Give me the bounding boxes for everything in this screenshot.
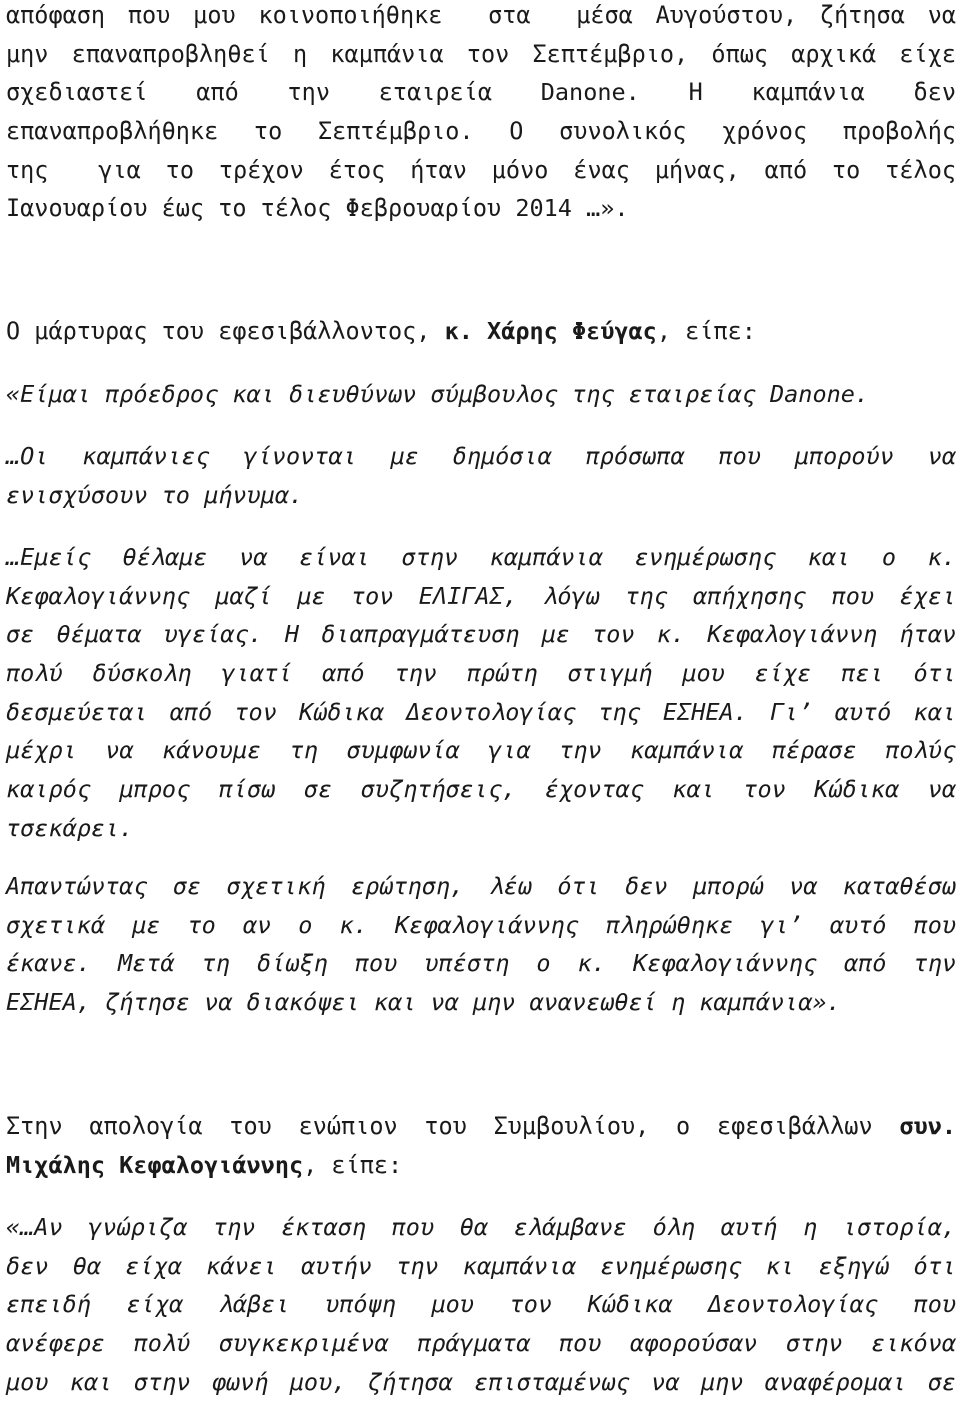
text-line: …Εμείς θέλαμε να είναι στην καμπάνια ενημέρωσης και ο κ. xyxy=(6,543,956,571)
text-line: της για το τρέχον έτος ήταν μόνο ένας μήνας, από το τέλος xyxy=(6,155,956,184)
text-line xyxy=(6,1146,956,1185)
witness-name: κ. Χάρης Φεύγας xyxy=(444,317,657,345)
defense-intro-suffix: , είπε: xyxy=(303,1150,403,1179)
paragraph-witness-quote-1 xyxy=(6,375,956,414)
text-line: δεσμεύεται από τον Κώδικα Δεοντολογίας της ΕΣΗΕΑ. Γι’ αυτό και xyxy=(6,697,956,726)
text-line: ΕΣΗΕΑ, ζήτησε να διακόψει και να μην ανανεωθεί η καμπάνια». xyxy=(6,988,841,1017)
text-line: ανέφερε πολύ συγκεκριμένα πράγματα που αφορούσαν στην εικόνα xyxy=(6,1329,956,1358)
text-line: «…Αν γνώριζα την έκταση που θα ελάμβανε όλη αυτή η ιστορία, xyxy=(6,1213,956,1241)
defense-title: συν. xyxy=(899,1112,956,1140)
text-line: μην επαναπροβληθεί η καμπάνια τον Σεπτέμβριο, όπως αρχικά είχε xyxy=(6,39,956,68)
witness-intro-suffix: , είπε: xyxy=(656,317,756,345)
paragraph-defense-intro xyxy=(6,1107,956,1184)
paragraph-witness-intro xyxy=(6,312,956,351)
paragraph-witness-quote-2 xyxy=(6,437,956,514)
witness-intro-prefix: Ο μάρτυρας του εφεσιβάλλοντος, xyxy=(6,317,445,345)
text-line: πολύ δύσκολη γιατί από την πρώτη στιγμή μου είχε πει ότι xyxy=(6,659,956,688)
text-line: επειδή είχα λάβει υπόψη μου τον Κώδικα Δεοντολογίας που xyxy=(6,1290,956,1319)
text-line: Απαντώντας σε σχετική ερώτηση, λέω ότι δεν μπορώ να καταθέσω xyxy=(6,872,956,900)
text-line: καιρός μπρος πίσω σε συζητήσεις, έχοντας και τον Κώδικα να xyxy=(6,775,956,804)
text-line xyxy=(6,1107,956,1146)
text-line: Κεφαλογιάννης μαζί με τον ΕΛΙΓΑΣ, λόγω της απήχησης που έχει xyxy=(6,581,956,610)
text-line: μέχρι να κάνουμε τη συμφωνία για την καμπάνια πέρασε πολύς xyxy=(6,736,956,765)
defense-intro-prefix: Στην απολογία του ενώπιον του Συμβουλίου, ο εφεσιβάλλων xyxy=(6,1112,900,1140)
paragraph-statement-continuation xyxy=(6,0,956,228)
text-line: τσεκάρει. xyxy=(6,813,134,842)
text-line: επαναπροβλήθηκε το Σεπτέμβριο. Ο συνολικός χρόνος προβολής xyxy=(6,117,956,146)
text-line: «Είμαι πρόεδρος και διευθύνων σύμβουλος της εταιρείας Danone. xyxy=(6,380,870,408)
paragraph-defense-quote xyxy=(6,1208,956,1401)
text-line: σχεδιαστεί από την εταιρεία Danone. Η καμπάνια δεν xyxy=(6,78,956,107)
paragraph-witness-quote-4 xyxy=(6,867,956,1022)
appellant-name: Μιχάλης Κεφαλογιάννης xyxy=(6,1150,304,1179)
text-line xyxy=(6,312,956,351)
text-line: σε θέματα υγείας. Η διαπραγμάτευση με τον κ. Κεφαλογιάννη ήταν xyxy=(6,620,956,649)
text-line: μου και στην φωνή μου, ζήτησα επισταμένως να μην αναφέρομαι σε xyxy=(6,1367,956,1396)
text-line: ενισχύσουν το μήνυμα. xyxy=(6,480,304,509)
text-line: δεν θα είχα κάνει αυτήν την καμπάνια ενημέρωσης κι εξηγώ ότι xyxy=(6,1251,956,1280)
text-line: …Οι καμπάνιες γίνονται με δημόσια πρόσωπα που μπορούν να xyxy=(6,442,956,470)
text-line: έκανε. Μετά τη δίωξη που υπέστη ο κ. Κεφαλογιάννης από την xyxy=(6,949,956,978)
text-line: σχετικά με το αν ο κ. Κεφαλογιάννης πληρώθηκε γι’ αυτό που xyxy=(6,910,956,939)
text-line: απόφαση που μου κοινοποιήθηκε στα μέσα Αυγούστου, ζήτησα να xyxy=(6,1,956,29)
text-line: Ιανουαρίου έως το τέλος Φεβρουαρίου 2014 …». xyxy=(6,194,629,223)
paragraph-witness-quote-3 xyxy=(6,538,956,848)
